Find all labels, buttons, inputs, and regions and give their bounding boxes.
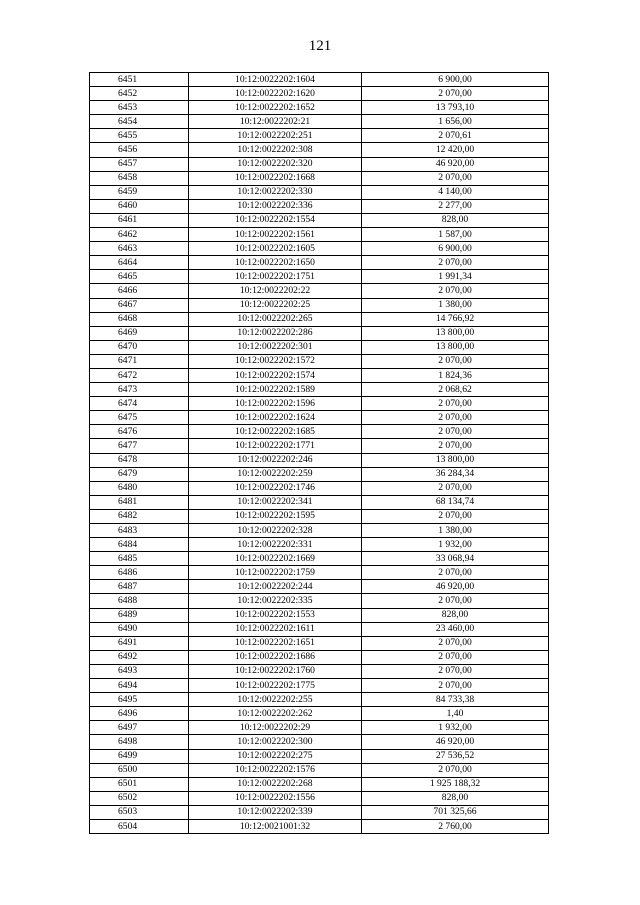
value-cell: 6 900,00 [362,242,549,256]
cadastral-number-cell: 10:12:0022202:1604 [189,73,362,87]
table-row [90,284,549,298]
table-row [90,552,549,566]
cadastral-number-cell: 10:12:0022202:246 [189,453,362,467]
table-row [90,213,549,227]
cadastral-number-cell: 10:12:0022202:255 [189,693,362,707]
value-cell: 2 070,00 [362,439,549,453]
cadastral-number-cell: 10:12:0022202:262 [189,707,362,721]
table-row [90,270,549,284]
cadastral-number-cell: 10:12:0022202:29 [189,721,362,735]
row-number-cell: 6494 [90,679,189,693]
row-number-cell: 6498 [90,735,189,749]
value-cell: 46 920,00 [362,735,549,749]
cadastral-number-cell: 10:12:0022202:320 [189,157,362,171]
cadastral-number-cell: 10:12:0022202:1686 [189,650,362,664]
value-cell: 2 070,00 [362,594,549,608]
row-number-cell: 6467 [90,298,189,312]
value-cell: 2 070,00 [362,171,549,185]
cadastral-number-cell: 10:12:0022202:1556 [189,791,362,805]
cadastral-number-cell: 10:12:0022202:259 [189,467,362,481]
value-cell: 2 070,00 [362,566,549,580]
row-number-cell: 6469 [90,326,189,340]
row-number-cell: 6479 [90,467,189,481]
row-number-cell: 6451 [90,73,189,87]
value-cell: 2 068,62 [362,383,549,397]
row-number-cell: 6456 [90,143,189,157]
cadastral-number-cell: 10:12:0022202:1651 [189,636,362,650]
value-cell: 68 134,74 [362,495,549,509]
cadastral-number-cell: 10:12:0022202:268 [189,777,362,791]
value-cell: 1 656,00 [362,115,549,129]
cadastral-value-table [89,72,549,834]
table-row [90,171,549,185]
cadastral-number-cell: 10:12:0022202:21 [189,115,362,129]
row-number-cell: 6461 [90,213,189,227]
value-cell: 1 932,00 [362,721,549,735]
cadastral-number-cell: 10:12:0022202:251 [189,129,362,143]
table-row [90,368,549,382]
table-row [90,298,549,312]
table-row [90,693,549,707]
cadastral-number-cell: 10:12:0022202:339 [189,805,362,819]
row-number-cell: 6464 [90,256,189,270]
row-number-cell: 6453 [90,101,189,115]
table-row [90,242,549,256]
table-row [90,819,549,833]
table-row [90,354,549,368]
row-number-cell: 6480 [90,481,189,495]
table-row [90,439,549,453]
cadastral-number-cell: 10:12:0022202:1572 [189,354,362,368]
row-number-cell: 6459 [90,185,189,199]
value-cell: 828,00 [362,791,549,805]
cadastral-number-cell: 10:12:0022202:1759 [189,566,362,580]
table-row [90,453,549,467]
cadastral-number-cell: 10:12:0022202:244 [189,580,362,594]
table-row [90,143,549,157]
table-row [90,721,549,735]
cadastral-number-cell: 10:12:0022202:331 [189,538,362,552]
row-number-cell: 6490 [90,622,189,636]
value-cell: 2 070,00 [362,481,549,495]
table-row [90,777,549,791]
table-row [90,425,549,439]
table-row [90,256,549,270]
value-cell: 2 070,00 [362,284,549,298]
table-row [90,524,549,538]
cadastral-number-cell: 10:12:0022202:1595 [189,509,362,523]
value-cell: 1 380,00 [362,524,549,538]
cadastral-number-cell: 10:12:0022202:25 [189,298,362,312]
row-number-cell: 6470 [90,340,189,354]
table-row [90,383,549,397]
table-row [90,495,549,509]
cadastral-number-cell: 10:12:0022202:1553 [189,608,362,622]
row-number-cell: 6454 [90,115,189,129]
value-cell: 1,40 [362,707,549,721]
page-number: 121 [308,38,332,54]
row-number-cell: 6488 [90,594,189,608]
cadastral-number-cell: 10:12:0022202:1576 [189,763,362,777]
table-row [90,199,549,213]
value-cell: 14 766,92 [362,312,549,326]
value-cell: 2 277,00 [362,199,549,213]
cadastral-number-cell: 10:12:0022202:1589 [189,383,362,397]
value-cell: 1 991,34 [362,270,549,284]
cadastral-number-cell: 10:12:0022202:308 [189,143,362,157]
table-row [90,538,549,552]
cadastral-number-cell: 10:12:0022202:330 [189,185,362,199]
cadastral-number-cell: 10:12:0022202:1771 [189,439,362,453]
row-number-cell: 6463 [90,242,189,256]
value-cell: 1 932,00 [362,538,549,552]
value-cell: 828,00 [362,213,549,227]
table-row [90,326,549,340]
table-row [90,467,549,481]
row-number-cell: 6472 [90,368,189,382]
table-row [90,622,549,636]
value-cell: 2 070,00 [362,397,549,411]
row-number-cell: 6465 [90,270,189,284]
row-number-cell: 6482 [90,509,189,523]
row-number-cell: 6492 [90,650,189,664]
row-number-cell: 6483 [90,524,189,538]
table-row [90,636,549,650]
cadastral-number-cell: 10:12:0022202:22 [189,284,362,298]
value-cell: 33 068,94 [362,552,549,566]
value-cell: 46 920,00 [362,157,549,171]
table-row [90,594,549,608]
value-cell: 12 420,00 [362,143,549,157]
cadastral-number-cell: 10:12:0022202:1554 [189,213,362,227]
row-number-cell: 6491 [90,636,189,650]
row-number-cell: 6460 [90,199,189,213]
value-cell: 13 793,10 [362,101,549,115]
row-number-cell: 6489 [90,608,189,622]
row-number-cell: 6471 [90,354,189,368]
cadastral-number-cell: 10:12:0022202:1596 [189,397,362,411]
table-row [90,185,549,199]
cadastral-number-cell: 10:12:0022202:286 [189,326,362,340]
value-cell: 6 900,00 [362,73,549,87]
cadastral-number-cell: 10:12:0022202:300 [189,735,362,749]
value-cell: 2 070,00 [362,425,549,439]
table-row [90,650,549,664]
table-row [90,101,549,115]
table-row [90,707,549,721]
row-number-cell: 6504 [90,819,189,833]
table-row [90,608,549,622]
cadastral-number-cell: 10:12:0022202:1746 [189,481,362,495]
row-number-cell: 6500 [90,763,189,777]
value-cell: 13 800,00 [362,326,549,340]
row-number-cell: 6487 [90,580,189,594]
table-row [90,580,549,594]
cadastral-number-cell: 10:12:0022202:1685 [189,425,362,439]
value-cell: 1 824,36 [362,368,549,382]
cadastral-number-cell: 10:12:0022202:1760 [189,664,362,678]
value-cell: 2 070,00 [362,256,549,270]
value-cell: 1 380,00 [362,298,549,312]
cadastral-number-cell: 10:12:0022202:1669 [189,552,362,566]
table-row [90,87,549,101]
cadastral-number-cell: 10:12:0022202:1751 [189,270,362,284]
row-number-cell: 6476 [90,425,189,439]
table-row [90,312,549,326]
value-cell: 4 140,00 [362,185,549,199]
row-number-cell: 6493 [90,664,189,678]
value-cell: 2 760,00 [362,819,549,833]
value-cell: 1 925 188,32 [362,777,549,791]
cadastral-number-cell: 10:12:0022202:1775 [189,679,362,693]
table-row [90,481,549,495]
cadastral-number-cell: 10:12:0021001:32 [189,819,362,833]
cadastral-number-cell: 10:12:0022202:265 [189,312,362,326]
table-body [90,73,549,834]
value-cell: 2 070,00 [362,650,549,664]
table-row [90,340,549,354]
value-cell: 2 070,00 [362,87,549,101]
value-cell: 701 325,66 [362,805,549,819]
value-cell: 23 460,00 [362,622,549,636]
table-row [90,679,549,693]
row-number-cell: 6503 [90,805,189,819]
value-cell: 46 920,00 [362,580,549,594]
table-row [90,664,549,678]
row-number-cell: 6481 [90,495,189,509]
table-row [90,157,549,171]
row-number-cell: 6486 [90,566,189,580]
table-row [90,735,549,749]
row-number-cell: 6501 [90,777,189,791]
cadastral-number-cell: 10:12:0022202:336 [189,199,362,213]
row-number-cell: 6462 [90,228,189,242]
value-cell: 2 070,00 [362,636,549,650]
value-cell: 2 070,00 [362,679,549,693]
table-row [90,228,549,242]
row-number-cell: 6485 [90,552,189,566]
row-number-cell: 6499 [90,749,189,763]
table-row [90,791,549,805]
row-number-cell: 6458 [90,171,189,185]
table-row [90,509,549,523]
row-number-cell: 6455 [90,129,189,143]
row-number-cell: 6484 [90,538,189,552]
table-row [90,763,549,777]
cadastral-number-cell: 10:12:0022202:1624 [189,411,362,425]
row-number-cell: 6468 [90,312,189,326]
cadastral-number-cell: 10:12:0022202:1611 [189,622,362,636]
row-number-cell: 6496 [90,707,189,721]
value-cell: 2 070,00 [362,354,549,368]
row-number-cell: 6457 [90,157,189,171]
table-row [90,411,549,425]
table-row [90,115,549,129]
table-row [90,749,549,763]
cadastral-number-cell: 10:12:0022202:1652 [189,101,362,115]
table-row [90,397,549,411]
cadastral-number-cell: 10:12:0022202:275 [189,749,362,763]
cadastral-number-cell: 10:12:0022202:341 [189,495,362,509]
cadastral-number-cell: 10:12:0022202:1574 [189,368,362,382]
value-cell: 13 800,00 [362,340,549,354]
value-cell: 2 070,00 [362,763,549,777]
row-number-cell: 6452 [90,87,189,101]
value-cell: 13 800,00 [362,453,549,467]
value-cell: 2 070,00 [362,509,549,523]
row-number-cell: 6466 [90,284,189,298]
table-row [90,129,549,143]
cadastral-number-cell: 10:12:0022202:1650 [189,256,362,270]
cadastral-number-cell: 10:12:0022202:1561 [189,228,362,242]
value-cell: 828,00 [362,608,549,622]
value-cell: 1 587,00 [362,228,549,242]
cadastral-number-cell: 10:12:0022202:328 [189,524,362,538]
row-number-cell: 6497 [90,721,189,735]
cadastral-number-cell: 10:12:0022202:335 [189,594,362,608]
row-number-cell: 6475 [90,411,189,425]
table-row [90,73,549,87]
row-number-cell: 6502 [90,791,189,805]
row-number-cell: 6478 [90,453,189,467]
value-cell: 2 070,00 [362,664,549,678]
table-row [90,805,549,819]
table-row [90,566,549,580]
value-cell: 2 070,00 [362,411,549,425]
row-number-cell: 6474 [90,397,189,411]
value-cell: 2 070,61 [362,129,549,143]
value-cell: 84 733,38 [362,693,549,707]
cadastral-number-cell: 10:12:0022202:1605 [189,242,362,256]
row-number-cell: 6473 [90,383,189,397]
cadastral-number-cell: 10:12:0022202:1668 [189,171,362,185]
value-cell: 27 536,52 [362,749,549,763]
cadastral-number-cell: 10:12:0022202:1620 [189,87,362,101]
cadastral-number-cell: 10:12:0022202:301 [189,340,362,354]
value-cell: 36 284,34 [362,467,549,481]
row-number-cell: 6477 [90,439,189,453]
row-number-cell: 6495 [90,693,189,707]
